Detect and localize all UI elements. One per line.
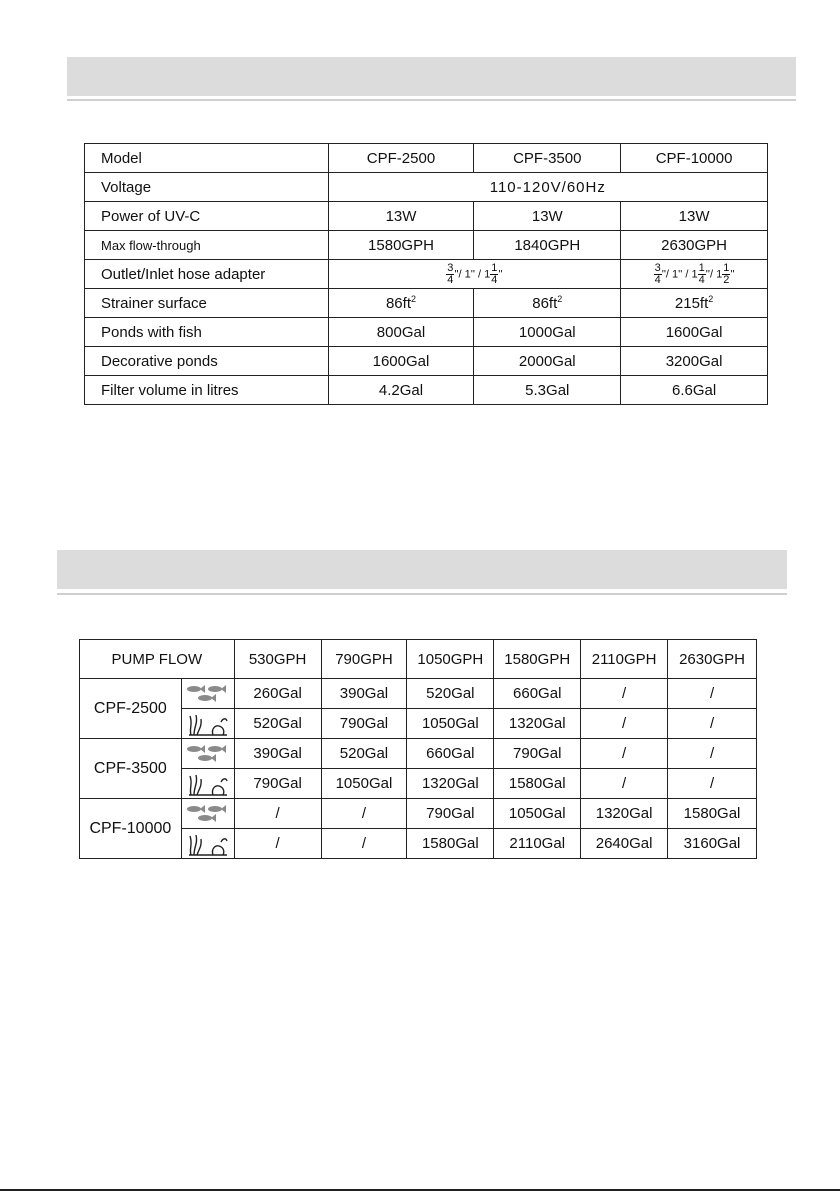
fish-pond-value: 390Gal bbox=[321, 679, 407, 709]
spec-value: 1600Gal bbox=[328, 347, 474, 376]
superscript: 2 bbox=[411, 294, 417, 304]
table-row bbox=[85, 289, 768, 318]
spec-value: 13W bbox=[328, 202, 474, 231]
spec-value: 13W bbox=[474, 202, 621, 231]
section-header-rule-1 bbox=[67, 99, 796, 101]
fish-pond-value: / bbox=[581, 679, 668, 709]
fraction-numerator: 1 bbox=[723, 261, 730, 274]
spec-value: 800Gal bbox=[328, 318, 474, 347]
fraction-numerator: 3 bbox=[447, 261, 454, 274]
spec-value: 3200Gal bbox=[621, 347, 768, 376]
spec-value-merged: 110-120V/60Hz bbox=[328, 173, 767, 202]
adapter-tail: '' bbox=[498, 268, 503, 280]
spec-value bbox=[474, 289, 621, 318]
decorative-pond-value: / bbox=[581, 709, 668, 739]
decorative-pond-value: 1580Gal bbox=[407, 829, 494, 859]
fraction-denominator: 4 bbox=[447, 273, 454, 286]
adapter-tail: '' bbox=[730, 268, 735, 280]
model-label: CPF-2500 bbox=[80, 679, 182, 739]
table-row bbox=[80, 679, 757, 709]
flow-column-header: 1580GPH bbox=[494, 640, 581, 679]
fish-icon bbox=[185, 683, 231, 705]
fish-pond-value: / bbox=[234, 799, 321, 829]
table-row bbox=[85, 347, 768, 376]
spec-value bbox=[328, 289, 474, 318]
decorative-pond-value: 1050Gal bbox=[321, 769, 407, 799]
fish-icon-cell bbox=[181, 679, 234, 709]
flow-column-header: 790GPH bbox=[321, 640, 407, 679]
table-row bbox=[80, 799, 757, 829]
spec-value: 2000Gal bbox=[474, 347, 621, 376]
row-label: Model bbox=[85, 144, 329, 173]
fraction-numerator: 3 bbox=[654, 261, 661, 274]
pump-flow-header: PUMP FLOW bbox=[80, 640, 235, 679]
spec-value: CPF-10000 bbox=[621, 144, 768, 173]
fish-icon bbox=[185, 803, 231, 825]
specification-table bbox=[84, 143, 768, 405]
spec-value: CPF-3500 bbox=[474, 144, 621, 173]
flow-column-header: 530GPH bbox=[234, 640, 321, 679]
row-label: Outlet/Inlet hose adapter bbox=[85, 260, 329, 289]
table-row bbox=[85, 376, 768, 405]
table-row bbox=[85, 144, 768, 173]
fish-pond-value: / bbox=[321, 799, 407, 829]
plant-icon-cell bbox=[181, 709, 234, 739]
table-row bbox=[85, 202, 768, 231]
decorative-pond-value: 1580Gal bbox=[494, 769, 581, 799]
decorative-pond-value: / bbox=[668, 709, 757, 739]
adapter-separator: ''/ 1'' / 1 bbox=[454, 268, 491, 280]
decorative-pond-value: 3160Gal bbox=[668, 829, 757, 859]
fish-pond-value: 1050Gal bbox=[494, 799, 581, 829]
spec-value: 1600Gal bbox=[621, 318, 768, 347]
table-header-row bbox=[80, 640, 757, 679]
table-row bbox=[85, 260, 768, 289]
spec-value: 2630GPH bbox=[621, 231, 768, 260]
fraction-numerator: 1 bbox=[698, 261, 705, 274]
section-header-band-1 bbox=[67, 57, 796, 96]
section-header-band-2 bbox=[57, 550, 787, 589]
table-row bbox=[80, 829, 757, 859]
pond-plant-icon bbox=[185, 712, 231, 736]
fish-icon-cell bbox=[181, 739, 234, 769]
row-label: Strainer surface bbox=[85, 289, 329, 318]
flow-column-header: 1050GPH bbox=[407, 640, 494, 679]
fraction-denominator: 4 bbox=[491, 273, 498, 286]
decorative-pond-value: 1320Gal bbox=[407, 769, 494, 799]
fraction bbox=[654, 263, 662, 286]
strainer-value: 86ft bbox=[385, 295, 411, 312]
row-label: Power of UV-C bbox=[85, 202, 329, 231]
spec-value: 6.6Gal bbox=[621, 376, 768, 405]
fraction-denominator: 4 bbox=[698, 273, 705, 286]
pond-plant-icon bbox=[185, 772, 231, 796]
row-label: Decorative ponds bbox=[85, 347, 329, 376]
table-row bbox=[80, 739, 757, 769]
adapter-separator: ''/ 1'' / 1 bbox=[661, 268, 698, 280]
spec-value: 1000Gal bbox=[474, 318, 621, 347]
strainer-value: 86ft bbox=[532, 295, 558, 312]
fish-pond-value: 790Gal bbox=[407, 799, 494, 829]
decorative-pond-value: / bbox=[668, 769, 757, 799]
spec-value: 4.2Gal bbox=[328, 376, 474, 405]
fish-pond-value: / bbox=[581, 739, 668, 769]
pond-plant-icon bbox=[185, 832, 231, 856]
spec-value: 1840GPH bbox=[474, 231, 621, 260]
decorative-pond-value: 2110Gal bbox=[494, 829, 581, 859]
fish-pond-value: 520Gal bbox=[321, 739, 407, 769]
decorative-pond-value: / bbox=[234, 829, 321, 859]
table-row bbox=[80, 709, 757, 739]
fish-pond-value: 260Gal bbox=[234, 679, 321, 709]
hose-adapter-value-b bbox=[621, 260, 768, 289]
section-header-rule-2 bbox=[57, 593, 787, 595]
fraction-numerator: 1 bbox=[491, 261, 498, 274]
fish-pond-value: 790Gal bbox=[494, 739, 581, 769]
fraction-denominator: 2 bbox=[723, 273, 730, 286]
model-label: CPF-3500 bbox=[80, 739, 182, 799]
spec-value: 13W bbox=[621, 202, 768, 231]
decorative-pond-value: / bbox=[321, 829, 407, 859]
superscript: 2 bbox=[557, 294, 563, 304]
table-row bbox=[80, 769, 757, 799]
decorative-pond-value: 2640Gal bbox=[581, 829, 668, 859]
spec-value bbox=[621, 289, 768, 318]
decorative-pond-value: 790Gal bbox=[234, 769, 321, 799]
row-label: Ponds with fish bbox=[85, 318, 329, 347]
page-bottom-rule bbox=[0, 1189, 840, 1191]
fraction-denominator: 4 bbox=[654, 273, 661, 286]
fish-pond-value: / bbox=[668, 739, 757, 769]
row-label: Voltage bbox=[85, 173, 329, 202]
hose-adapter-value-a bbox=[328, 260, 621, 289]
fish-pond-value: 390Gal bbox=[234, 739, 321, 769]
fish-pond-value: / bbox=[668, 679, 757, 709]
table-row bbox=[85, 173, 768, 202]
fish-pond-value: 660Gal bbox=[407, 739, 494, 769]
plant-icon-cell bbox=[181, 769, 234, 799]
fraction bbox=[698, 263, 706, 286]
fish-pond-value: 660Gal bbox=[494, 679, 581, 709]
fish-pond-value: 1580Gal bbox=[668, 799, 757, 829]
fish-pond-value: 1320Gal bbox=[581, 799, 668, 829]
fish-pond-value: 520Gal bbox=[407, 679, 494, 709]
model-label: CPF-10000 bbox=[80, 799, 182, 859]
flow-column-header: 2110GPH bbox=[581, 640, 668, 679]
table-row bbox=[85, 231, 768, 260]
decorative-pond-value: 1320Gal bbox=[494, 709, 581, 739]
fish-icon-cell bbox=[181, 799, 234, 829]
adapter-separator: ''/ 1 bbox=[705, 268, 723, 280]
decorative-pond-value: 1050Gal bbox=[407, 709, 494, 739]
spec-value: 5.3Gal bbox=[474, 376, 621, 405]
strainer-value: 215ft bbox=[674, 295, 709, 312]
pump-flow-table bbox=[79, 639, 757, 859]
table-row bbox=[85, 318, 768, 347]
superscript: 2 bbox=[708, 294, 714, 304]
spec-value: 1580GPH bbox=[328, 231, 474, 260]
plant-icon-cell bbox=[181, 829, 234, 859]
decorative-pond-value: 520Gal bbox=[234, 709, 321, 739]
fish-icon bbox=[185, 743, 231, 765]
spec-value: CPF-2500 bbox=[328, 144, 474, 173]
flow-column-header: 2630GPH bbox=[668, 640, 757, 679]
row-label: Filter volume in litres bbox=[85, 376, 329, 405]
decorative-pond-value: 790Gal bbox=[321, 709, 407, 739]
row-label: Max flow-through bbox=[85, 231, 329, 260]
decorative-pond-value: / bbox=[581, 769, 668, 799]
